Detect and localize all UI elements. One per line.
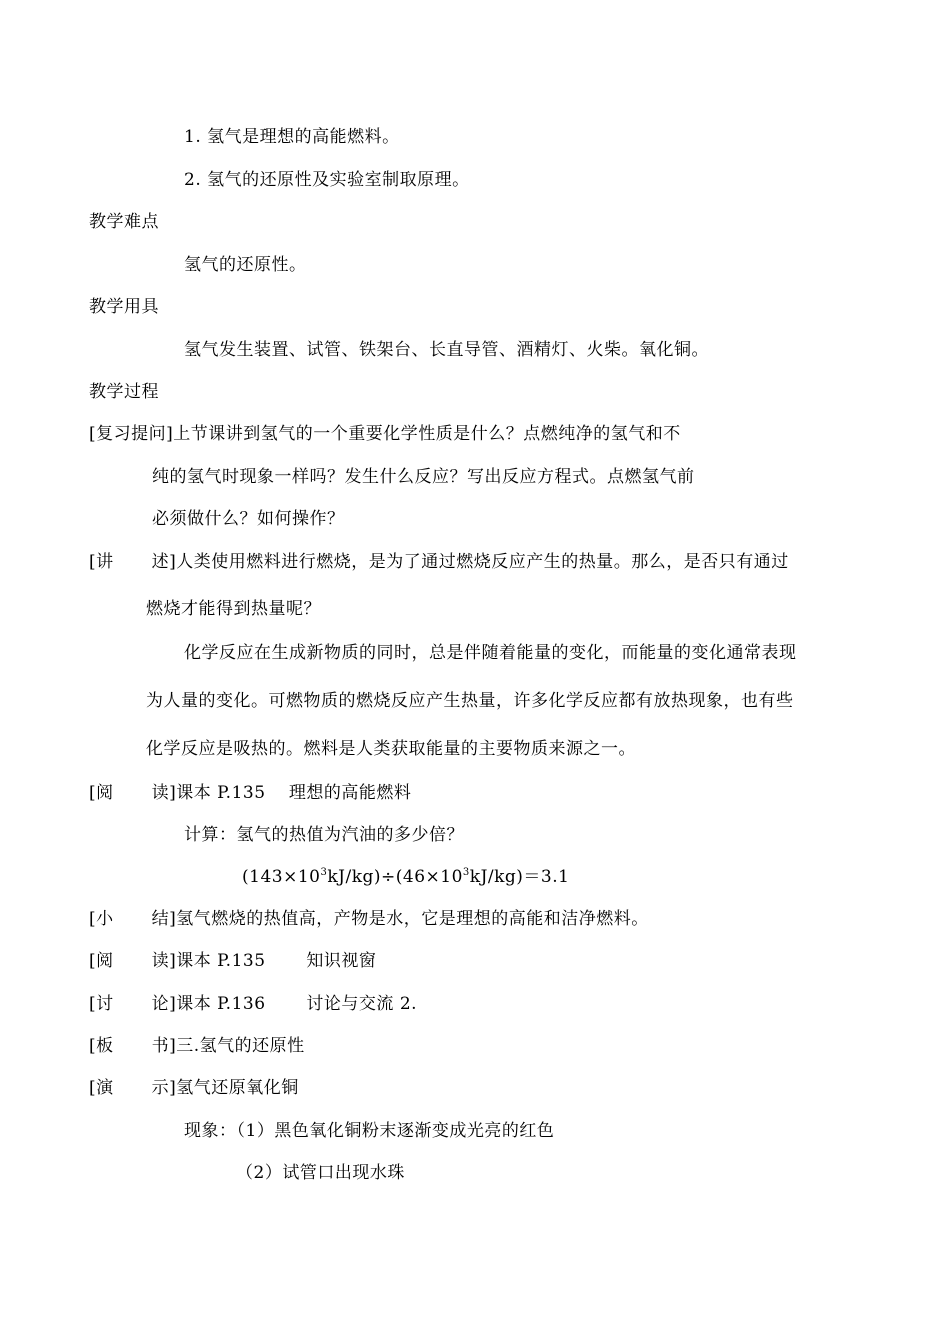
lecture-tag-close: 述] [151,552,177,572]
calc-question: 计算：氢气的热值为汽油的多少倍？ [184,825,464,845]
lecture-line-2: 燃烧才能得到热量呢？ [146,599,321,619]
board-line [89,1035,305,1057]
read1-tag-close: 读] [151,783,177,803]
review-line-3: 必须做什么？如何操作？ [152,509,345,529]
phenomena-line-1: 现象：（1）黑色氧化铜粉末逐渐变成光亮的红色 [184,1121,555,1141]
difficulty-heading: 教学难点 [89,212,159,232]
lecture-line-1 [89,551,789,573]
review-text-1: 上节课讲到氢气的一个重要化学性质是什么？点燃纯净的氢气和不 [173,424,681,444]
read1-line [89,782,411,804]
read1-text: 课本 P.135 理想的高能燃料 [176,783,412,803]
summary-tag-open: [小 [89,909,114,929]
review-line-2: 纯的氢气时现象一样吗？发生什么反应？写出反应方程式。点燃氢气前 [152,467,695,487]
lecture-line-4: 为人量的变化。可燃物质的燃烧反应产生热量，许多化学反应都有放热现象，也有些 [146,691,794,711]
lecture-line-5: 化学反应是吸热的。燃料是人类获取能量的主要物质来源之一。 [146,739,636,759]
read2-tag-open: [阅 [89,951,114,971]
summary-line [89,908,649,930]
process-heading: 教学过程 [89,382,159,402]
board-text: 三.氢气的还原性 [176,1036,305,1056]
tools-content: 氢气发生装置、试管、铁架台、长直导管、酒精灯、火柴。氧化铜。 [184,340,709,360]
board-tag-open: [板 [89,1036,114,1056]
key-point-2: 2. 氢气的还原性及实验室制取原理。 [184,170,470,190]
formula-part-b: kJ/kg)÷(46×10 [327,867,463,887]
read2-text: 课本 P.135 知识视窗 [176,951,377,971]
board-tag-close: 书] [151,1036,177,1056]
phenomena-line-2: （2）试管口出现水珠 [236,1163,405,1183]
key-point-1: 1. 氢气是理想的高能燃料。 [184,127,400,147]
discuss-tag-close: 论] [151,994,177,1014]
difficulty-content: 氢气的还原性。 [184,255,307,275]
formula-part-c: kJ/kg)＝3.1 [469,867,570,887]
read2-tag-close: 读] [151,951,177,971]
formula-part-a: (143×10 [242,867,321,887]
demo-tag-close: 示] [151,1078,177,1098]
read2-line [89,950,376,972]
formula-exponent-1: 3 [320,867,328,878]
demo-tag-open: [演 [89,1078,114,1098]
lecture-line-3: 化学反应在生成新物质的同时，总是伴随着能量的变化，而能量的变化通常表现 [184,643,797,663]
summary-tag-close: 结] [151,909,177,929]
discuss-text: 课本 P.136 讨论与交流 2. [176,994,418,1014]
review-line-1 [89,423,681,445]
lecture-tag-open: [讲 [89,552,114,572]
discuss-tag-open: [讨 [89,994,114,1014]
discuss-line [89,993,417,1015]
read1-tag-open: [阅 [89,783,114,803]
tools-heading: 教学用具 [89,297,159,317]
lecture-text-1: 人类使用燃料进行燃烧，是为了通过燃烧反应产生的热量。那么，是否只有通过 [176,552,789,572]
demo-text: 氢气还原氧化铜 [176,1078,299,1098]
calc-formula [242,866,569,888]
review-tag: [复习提问] [89,424,174,444]
summary-text: 氢气燃烧的热值高，产物是水，它是理想的高能和洁净燃料。 [176,909,649,929]
formula-exponent-2: 3 [462,867,470,878]
demo-line [89,1077,299,1099]
